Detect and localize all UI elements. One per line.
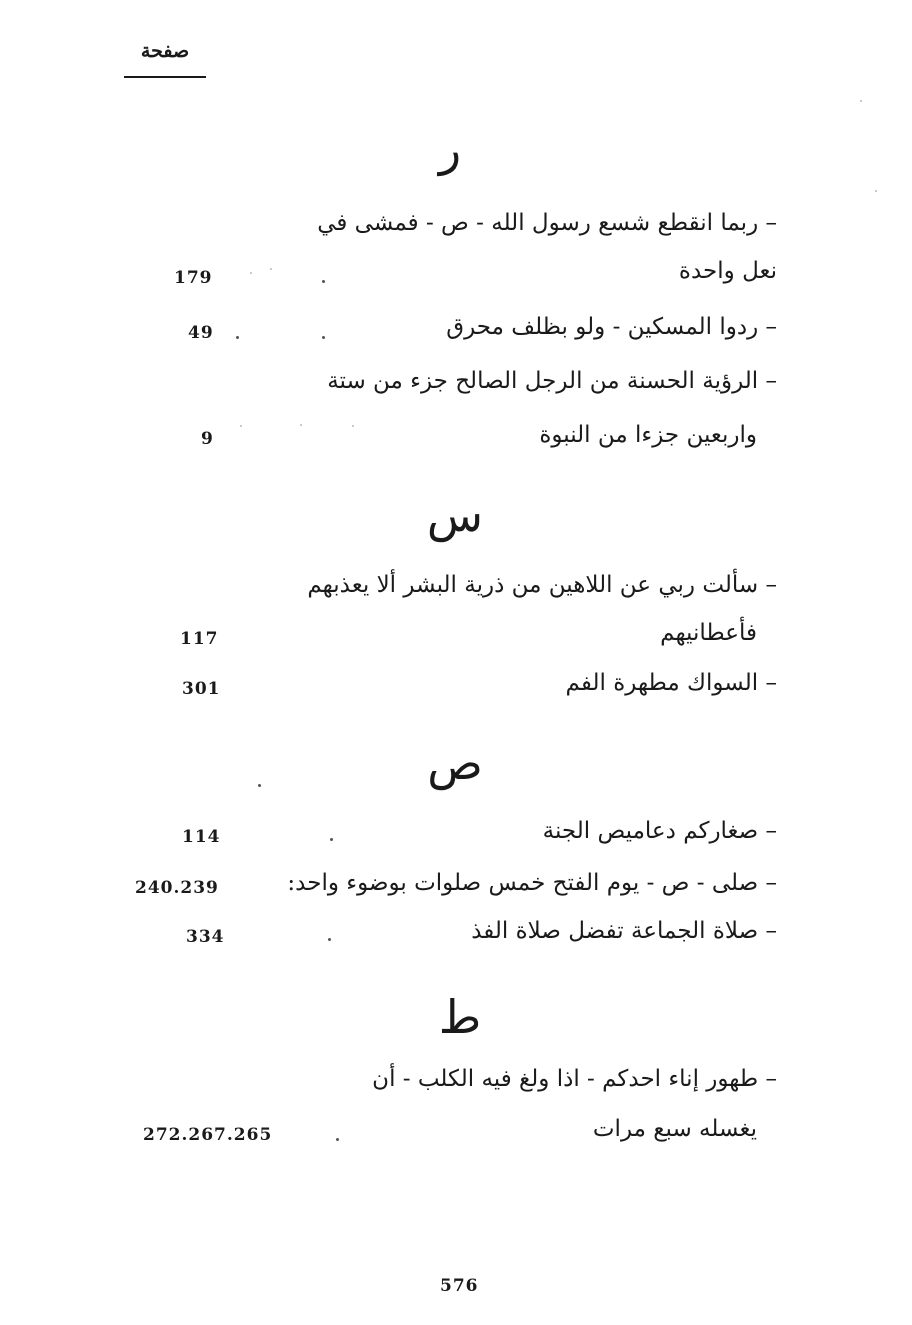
hadith-line: – صلاة الجماعة تفضل صلاة الفذ <box>471 918 777 944</box>
hadith-line: – طهور إناء احدكم - اذا ولغ فيه الكلب - أن <box>372 1066 777 1092</box>
page-ref: 179 <box>174 268 213 288</box>
hadith-line: – السواك مطهرة الفم <box>565 670 777 696</box>
page-ref: 240.239 <box>135 878 219 898</box>
leader-dot <box>336 1138 339 1141</box>
hadith-line: واربعين جزءا من النبوة <box>539 422 757 448</box>
hadith-line: – صغاركم دعاميص الجنة <box>542 818 777 844</box>
page-ref: 117 <box>180 629 219 649</box>
scan-speck <box>352 425 354 427</box>
header-underline <box>124 76 206 78</box>
page-ref: 114 <box>182 827 221 847</box>
page-ref: 49 <box>188 323 214 343</box>
page-ref: 272.267.265 <box>143 1125 273 1145</box>
leader-dot <box>322 336 325 339</box>
section-letter-sad: ص <box>427 736 483 790</box>
scan-speck <box>270 268 272 270</box>
hadith-line: يغسله سبع مرات <box>592 1116 757 1142</box>
leader-dot <box>322 280 325 283</box>
leader-dot <box>328 938 331 941</box>
scan-speck <box>240 425 242 427</box>
leader-dot <box>330 838 333 841</box>
hadith-line: – سألت ربي عن اللاهين من ذرية البشر ألا يعذبهم <box>307 572 777 598</box>
section-letter-ra: ر <box>438 122 462 176</box>
hadith-line: – ربما انقطع شسع رسول الله - ص - فمشى في <box>317 210 777 236</box>
scan-speck <box>300 424 302 426</box>
leader-dot <box>236 336 239 339</box>
page-ref: 301 <box>182 679 221 699</box>
section-letter-ta: ط <box>438 990 482 1044</box>
scan-speck <box>250 272 252 274</box>
hadith-line: فأعطانيهم <box>660 620 757 646</box>
hadith-line: – ردوا المسكين - ولو بظلف محرق <box>446 314 777 340</box>
hadith-line: – صلى - ص - يوم الفتح خمس صلوات بوضوء واحد: <box>287 870 777 896</box>
scan-speck <box>875 190 877 192</box>
page-ref: 334 <box>186 927 225 947</box>
page-number: 576 <box>440 1276 479 1296</box>
leader-dot <box>258 784 261 787</box>
page-column-header: صفحة <box>140 40 190 62</box>
section-letter-sin: س <box>426 488 484 542</box>
hadith-line: نعل واحدة <box>678 258 777 284</box>
page-ref: 9 <box>201 429 214 449</box>
hadith-line: – الرؤية الحسنة من الرجل الصالح جزء من ستة <box>327 368 777 394</box>
scan-speck <box>860 100 862 102</box>
